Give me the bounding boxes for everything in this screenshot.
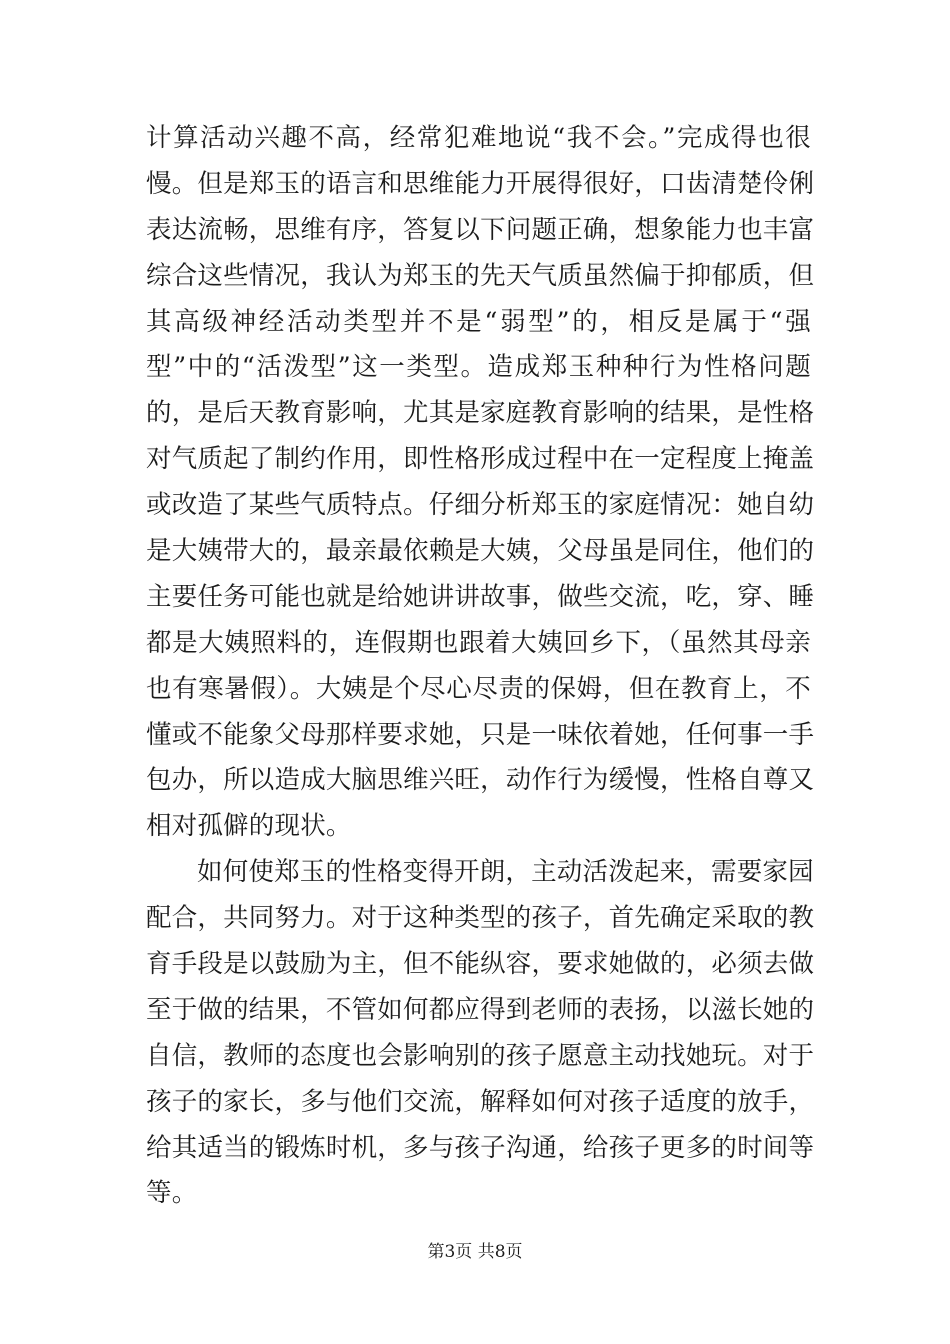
text-line: 给其适当的锻炼时机，多与孩子沟通，给孩子更多的时间等 xyxy=(146,1132,815,1163)
text-line: 至于做的结果，不管如何都应得到老师的表扬，以滋长她的 xyxy=(146,994,815,1025)
paragraph-2 xyxy=(146,850,815,1217)
text-line: 包办，所以造成大脑思维兴旺，动作行为缓慢，性格自尊又 xyxy=(146,765,815,796)
text-line: 自信，教师的态度也会影响别的孩子愿意主动找她玩。对于 xyxy=(146,1040,815,1071)
text-line: 慢。但是郑玉的语言和思维能力开展得很好，口齿清楚伶俐 xyxy=(146,168,815,199)
text-line: 等。 xyxy=(146,1178,198,1209)
text-line: 综合这些情况，我认为郑玉的先天气质虽然偏于抑郁质，但 xyxy=(146,260,815,291)
text-line: 育手段是以鼓励为主，但不能纵容，要求她做的，必须去做 xyxy=(146,949,815,980)
document-body xyxy=(146,116,815,1217)
text-line: 其高级神经活动类型并不是“弱型”的，相反是属于“强 xyxy=(146,306,811,337)
text-line: 型”中的“活泼型”这一类型。造成郑玉种种行为性格问题 xyxy=(146,352,811,383)
text-line: 主要任务可能也就是给她讲讲故事，做些交流，吃，穿、睡 xyxy=(146,581,815,612)
text-line: 相对孤僻的现状。 xyxy=(146,811,352,842)
text-line: 配合，共同努力。对于这种类型的孩子，首先确定采取的教 xyxy=(146,903,815,934)
text-line: 懂或不能象父母那样要求她，只是一味依着她，任何事一手 xyxy=(146,719,815,750)
text-line: 的，是后天教育影响，尤其是家庭教育影响的结果，是性格 xyxy=(146,398,815,429)
text-line: 计算活动兴趣不高，经常犯难地说“我不会。”完成得也很 xyxy=(146,123,811,153)
text-line: 也有寒暑假）。大姨是个尽心尽责的保姆，但在教育上，不 xyxy=(146,673,811,704)
text-line: 对气质起了制约作用，即性格形成过程中在一定程度上掩盖 xyxy=(146,444,815,475)
page-footer: 第3页 共8页 xyxy=(427,1242,523,1262)
text-line: 如何使郑玉的性格变得开朗，主动活泼起来，需要家园 xyxy=(197,857,814,888)
text-line: 表达流畅，思维有序，答复以下问题正确，想象能力也丰富 xyxy=(146,214,815,245)
text-line: 或改造了某些气质特点。仔细分析郑玉的家庭情况：她自幼 xyxy=(146,490,815,521)
paragraph-1 xyxy=(146,116,815,850)
text-line: 孩子的家长，多与他们交流，解释如何对孩子适度的放手， xyxy=(146,1086,815,1117)
text-line: 都是大姨照料的，连假期也跟着大姨回乡下，（虽然其母亲 xyxy=(146,627,811,658)
text-line: 是大姨带大的，最亲最依赖是大姨，父母虽是同住，他们的 xyxy=(146,536,815,567)
